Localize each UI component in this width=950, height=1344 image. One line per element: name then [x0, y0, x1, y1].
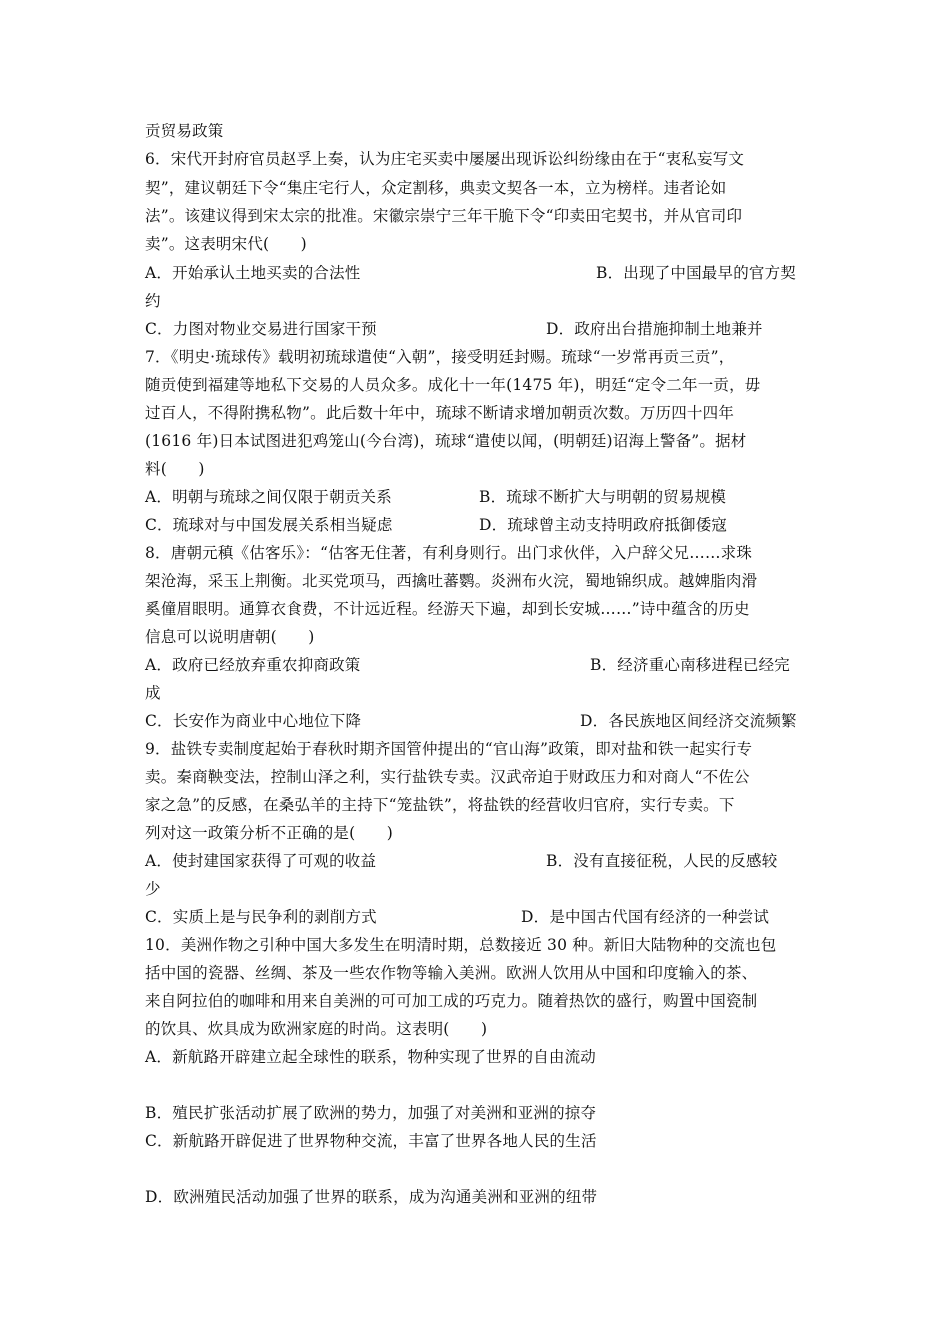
text-line: 来自阿拉伯的咖啡和用来自美洲的可可加工成的巧克力。随着热饮的盛行，购置中国瓷制 — [145, 992, 758, 1010]
text-line: 卖。秦商鞅变法，控制山泽之利，实行盐铁专卖。汉武帝迫于财政压力和对商人“不佐公 — [145, 768, 750, 786]
question-9-stem: 9．盐铁专卖制度起始于春秋时期齐国管仲提出的“官山海”政策，即对盐和铁一起实行专 — [145, 740, 753, 758]
text-line: 少 — [145, 880, 161, 898]
text-line: 奚僮眉眼明。通算衣食费，不计远近程。经游天下遍，却到长安城……”诗中蕴含的历史 — [145, 600, 750, 618]
option-a: A．明朝与琉球之间仅限于朝贡关系 — [145, 488, 392, 506]
text-line: 贡贸易政策 — [145, 122, 224, 140]
option-a: A．新航路开辟建立起全球性的联系，物种实现了世界的自由流动 — [145, 1048, 596, 1066]
option-b: B．殖民扩张活动扩展了欧洲的势力，加强了对美洲和亚洲的掠夺 — [145, 1104, 597, 1122]
text-line: 料( ) — [145, 460, 205, 478]
text-line: 卖”。这表明宋代( ) — [145, 235, 307, 253]
option-c: C．琉球对与中国发展关系相当疑虑 — [145, 516, 393, 534]
text-line: 约 — [145, 292, 161, 310]
option-d: D．是中国古代国有经济的一种尝试 — [521, 908, 770, 926]
text-line: 括中国的瓷器、丝绸、茶及一些农作物等输入美洲。欧洲人饮用从中国和印度输入的茶、 — [145, 964, 758, 982]
option-a: A．开始承认土地买卖的合法性 — [145, 264, 361, 282]
text-line: (1616 年)日本试图进犯鸡笼山(今台湾)，琉球“遣使以闻，(明朝廷)诏海上警备”。据材 — [145, 432, 747, 450]
text-line: 成 — [145, 684, 161, 702]
question-8-stem: 8．唐朝元稹《估客乐》：“估客无住著，有利身则行。出门求伙伴，入户辞父兄……求珠 — [145, 544, 753, 562]
option-d: D．欧洲殖民活动加强了世界的联系，成为沟通美洲和亚洲的纽带 — [145, 1188, 598, 1206]
option-c: C．长安作为商业中心地位下降 — [145, 712, 362, 730]
option-d: D．琉球曾主动支持明政府抵御倭寇 — [479, 516, 728, 534]
text-line: 过百人，不得附携私物”。此后数十年中，琉球不断请求增加朝贡次数。万历四十四年 — [145, 404, 735, 422]
option-b: B．琉球不断扩大与明朝的贸易规模 — [479, 488, 727, 506]
text-line: 家之急”的反感，在桑弘羊的主持下“笼盐铁”，将盐铁的经营收归官府，实行专卖。下 — [145, 796, 735, 814]
text-line: 信息可以说明唐朝( ) — [145, 628, 315, 646]
option-d: D．各民族地区间经济交流频繁 — [580, 712, 797, 730]
option-b: B．没有直接征税，人民的反感较 — [546, 852, 778, 870]
option-c: C．新航路开辟促进了世界物种交流，丰富了世界各地人民的生活 — [145, 1132, 597, 1150]
question-6-stem: 6．宋代开封府官员赵孚上奏，认为庄宅买卖中屡屡出现诉讼纠纷缘由在于“衷私妄写文 — [145, 150, 745, 168]
option-a: A．政府已经放弃重农抑商政策 — [145, 656, 361, 674]
question-7-stem: 7．《明史·琉球传》载明初琉球遣使“入朝”，接受明廷封赐。琉球“一岁常再贡三贡”， — [145, 348, 735, 366]
text-line: 的饮具、炊具成为欧洲家庭的时尚。这表明( ) — [145, 1020, 488, 1038]
option-c: C．实质上是与民争利的剥削方式 — [145, 908, 377, 926]
question-10-stem: 10．美洲作物之引种中国大多发生在明清时期，总数接近 30 种。新旧大陆物种的交流也包 — [145, 936, 777, 954]
option-a: A．使封建国家获得了可观的收益 — [145, 852, 377, 870]
text-line: 架沧海，采玉上荆衡。北买党项马，西擒吐蕃鹦。炎洲布火浣，蜀地锦织成。越婢脂肉滑 — [145, 572, 758, 590]
option-b: B．出现了中国最早的官方契 — [596, 264, 796, 282]
text-line: 法”。该建议得到宋太宗的批准。宋徽宗崇宁三年干脆下令“印卖田宅契书，并从官司印 — [145, 207, 743, 225]
option-c: C．力图对物业交易进行国家干预 — [145, 320, 377, 338]
option-b: B．经济重心南移进程已经完 — [590, 656, 790, 674]
text-line: 列对这一政策分析不正确的是( ) — [145, 824, 393, 842]
option-d: D．政府出台措施抑制土地兼并 — [546, 320, 763, 338]
text-line: 契”，建议朝廷下令“集庄宅行人，众定割移，典卖文契各一本，立为榜样。违者论如 — [145, 179, 727, 197]
text-line: 随贡使到福建等地私下交易的人员众多。成化十一年(1475 年)，明廷“定令二年一贡，毋 — [145, 376, 761, 394]
